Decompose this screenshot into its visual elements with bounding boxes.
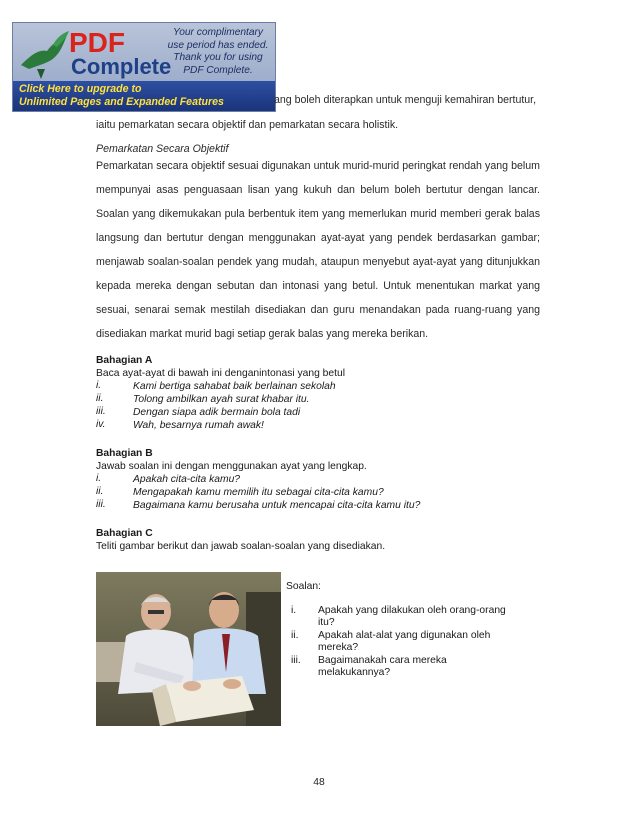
upgrade-link-line2[interactable]: Unlimited Pages and Expanded Features <box>19 96 224 108</box>
question-line: Apakah yang dilakukan oleh orang-orang <box>318 605 506 616</box>
question-line: itu? <box>318 617 335 628</box>
list-item-number: iv. <box>96 419 106 430</box>
upgrade-link[interactable] <box>13 81 275 111</box>
list-item: Dengan siapa adik bermain bola tadi <box>133 407 301 418</box>
list-item-number: i. <box>96 380 102 391</box>
question-line: Apakah alat-alat yang digunakan oleh <box>318 630 491 641</box>
list-item-number: ii. <box>96 486 104 497</box>
intro-line-1: ang boleh diterapkan untuk menguji kemahiran bertutur, <box>274 94 537 106</box>
photo-illustration <box>96 572 281 726</box>
page-number: 48 <box>313 777 325 788</box>
bahagian-c-title: Bahagian C <box>96 528 153 539</box>
list-item-number: iii. <box>96 499 106 510</box>
bahagian-a-instruction: Baca ayat-ayat di bawah ini denganintonasi yang betul <box>96 368 346 379</box>
list-item: Apakah cita-cita kamu? <box>133 474 241 485</box>
upgrade-link-line1[interactable]: Click Here to upgrade to <box>19 83 142 95</box>
bahagian-c-instruction: Teliti gambar berikut dan jawab soalan-soalan yang disediakan. <box>96 541 386 552</box>
section-heading: Pemarkatan Secara Objektif <box>96 143 229 155</box>
banner-message: Your complimentary use period has ended. Thank you for using PDF Complete. <box>167 27 269 76</box>
complete-logo-text: Complete <box>71 54 172 79</box>
intro-line-2: iaitu pemarkatan secara objektif dan pemarkatan secara holistik. <box>96 119 399 131</box>
question-line: melakukannya? <box>318 667 391 678</box>
pdf-logo-text: PDF <box>69 27 125 58</box>
dove-logo-icon <box>17 25 77 83</box>
question-number: i. <box>291 605 297 616</box>
question-number: iii. <box>291 655 301 666</box>
list-item: Kami bertiga sahabat baik berlainan sekolah <box>133 381 336 392</box>
upgrade-banner[interactable] <box>12 22 276 112</box>
list-item-number: i. <box>96 473 102 484</box>
question-number: ii. <box>291 630 299 641</box>
photo-two-men-packing-box <box>96 572 281 726</box>
list-item: Mengapakah kamu memilih itu sebagai cita-cita kamu? <box>133 487 384 498</box>
list-item: Tolong ambilkan ayah surat khabar itu. <box>133 394 310 405</box>
bahagian-a-title: Bahagian A <box>96 355 153 366</box>
question-line: mereka? <box>318 642 359 653</box>
question-line: Bagaimanakah cara mereka <box>318 655 447 666</box>
bahagian-b-instruction: Jawab soalan ini dengan menggunakan ayat yang lengkap. <box>96 461 367 472</box>
list-item-number: iii. <box>96 406 106 417</box>
soalan-label: Soalan: <box>286 581 321 592</box>
bahagian-b-title: Bahagian B <box>96 448 153 459</box>
body-paragraph: Pemarkatan secara objektif sesuai digunakan untuk murid-murid peringkat rendah yang belum mempunyai asas penguasaan lisan yang kukuh dan belum boleh bertutur dengan lancar. Soalan yang dikemukakan pula berbentuk item yang memerlukan murid memberi gerak balas langsung dan bertutur dengan menggunakan ayat-ayat yang pendek berdasarkan gambar; menjawab soalan-soalan pendek yang mudah, ataupun menyebut ayat-ayat yang ditunjukkan kepada mereka dengan sebutan dan intonasi yang betul. Untuk menentukan markat yang sesuai, senarai semak mestilah disediakan dan guru menandakan pada ruang-ruang yang disediakan markat murid bagi setiap gerak balas yang mereka berikan. <box>96 160 540 340</box>
list-item: Wah, besarnya rumah awak! <box>133 420 264 431</box>
list-item-number: ii. <box>96 393 104 404</box>
list-item: Bagaimana kamu berusaha untuk mencapai cita-cita kamu itu? <box>133 500 421 511</box>
